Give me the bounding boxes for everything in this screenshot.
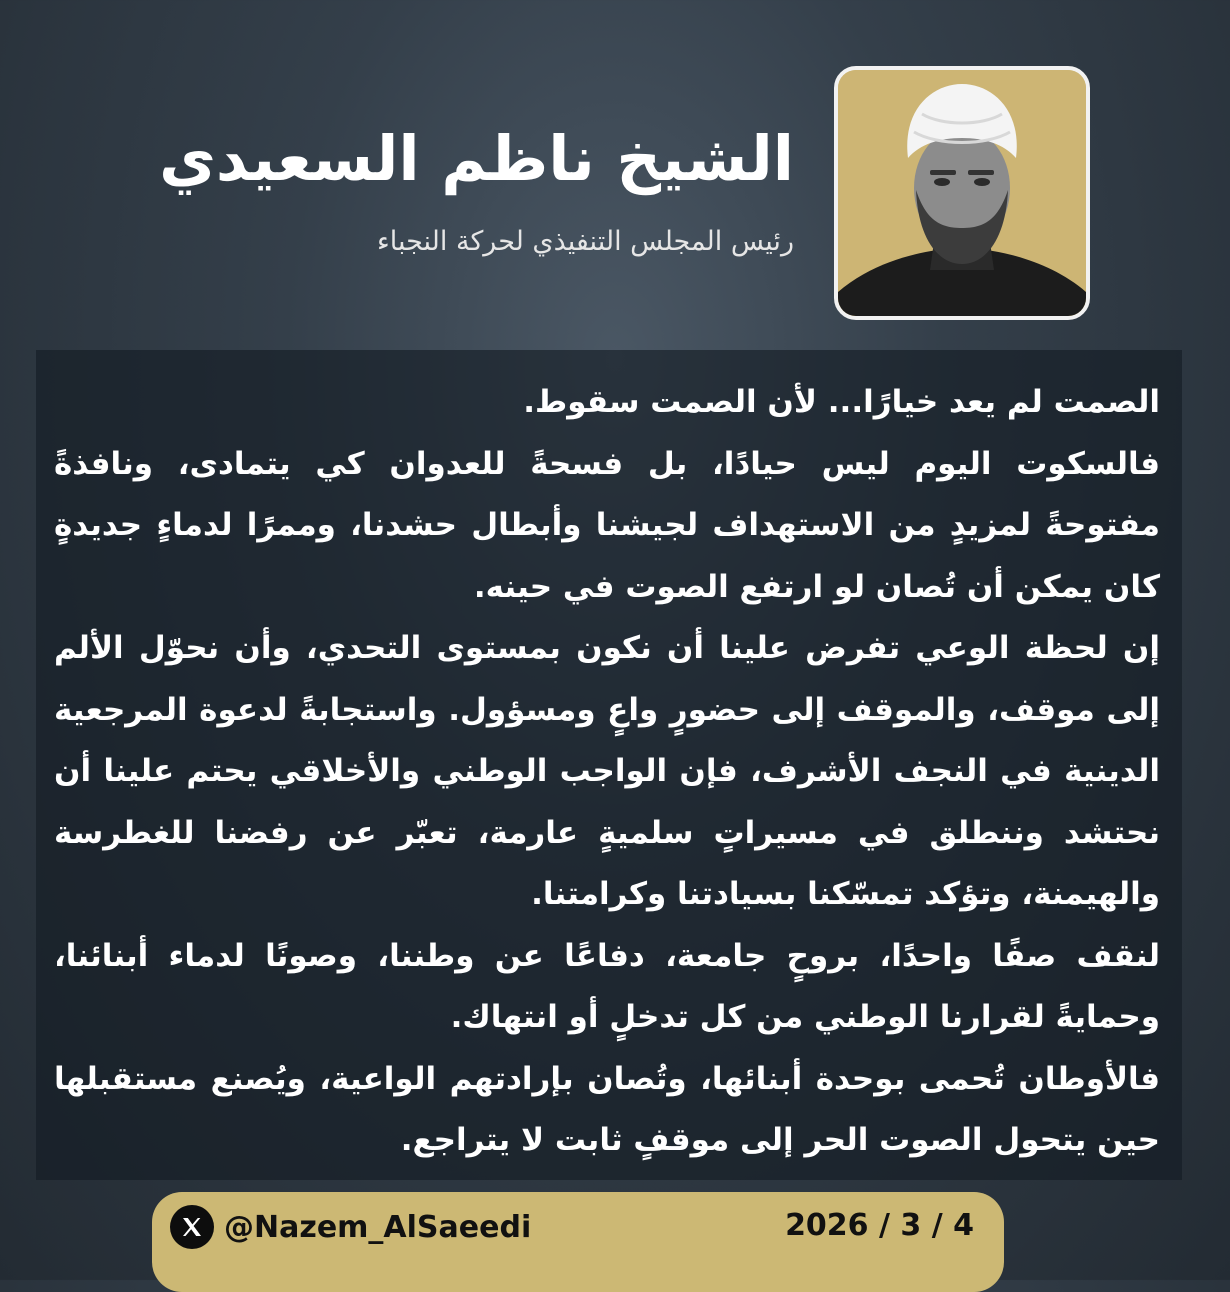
portrait-photo [834,66,1090,320]
statement-paragraph: إن لحظة الوعي تفرض علينا أن نكون بمستوى التحدي، وأن نحوّل الألم إلى موقف، والموقف إلى حضورٍ واعٍ ومسؤول. واستجابةً لدعوة المرجعية الدينية في النجف الأشرف، فإن الواجب الوطني والأخلاقي يحتم علينا أن نحتشد وننطلق في مسيراتٍ سلميةٍ عارمة، تعبّر عن رفضنا للغطرسة والهيمنة، وتؤكد تمسّكنا بسيادتنا وكرامتنا. [54,630,1160,912]
social-handle[interactable] [170,1204,531,1250]
statement-paragraph: فالسكوت اليوم ليس حيادًا، بل فسحةً للعدوان كي يتمادى، ونافذةً مفتوحةً لمزيدٍ من الاستهداف لجيشنا وأبطال حشدنا، وممرًا لدماءٍ جديدةٍ كان يمكن أن تُصان لو ارتفع الصوت في حينه. [54,445,1160,605]
person-title: رئيس المجلس التنفيذي لحركة النجباء [377,226,794,257]
statement-paragraph: الصمت لم يعد خيارًا... لأن الصمت سقوط. [523,384,1160,420]
statement-paragraph: فالأوطان تُحمى بوحدة أبنائها، وتُصان بإرادتهم الواعية، ويُصنع مستقبلها حين يتحول الصوت الحر إلى موقفٍ ثابت لا يتراجع. [54,1060,1160,1158]
x-logo-icon [170,1205,214,1249]
statement-text [54,372,1160,1172]
statement-paragraph: لنقف صفًا واحدًا، بروحٍ جامعة، دفاعًا عن وطننا، وصونًا لدماء أبنائنا، وحمايةً لقرارنا الوطني من كل تدخلٍ أو انتهاك. [54,937,1160,1035]
person-name: الشيخ ناظم السعيدي [159,122,794,195]
publish-date: 2026 / 3 / 4 [785,1208,974,1243]
social-handle-text: @Nazem_AlSaeedi [224,1209,532,1245]
header [0,0,1230,340]
